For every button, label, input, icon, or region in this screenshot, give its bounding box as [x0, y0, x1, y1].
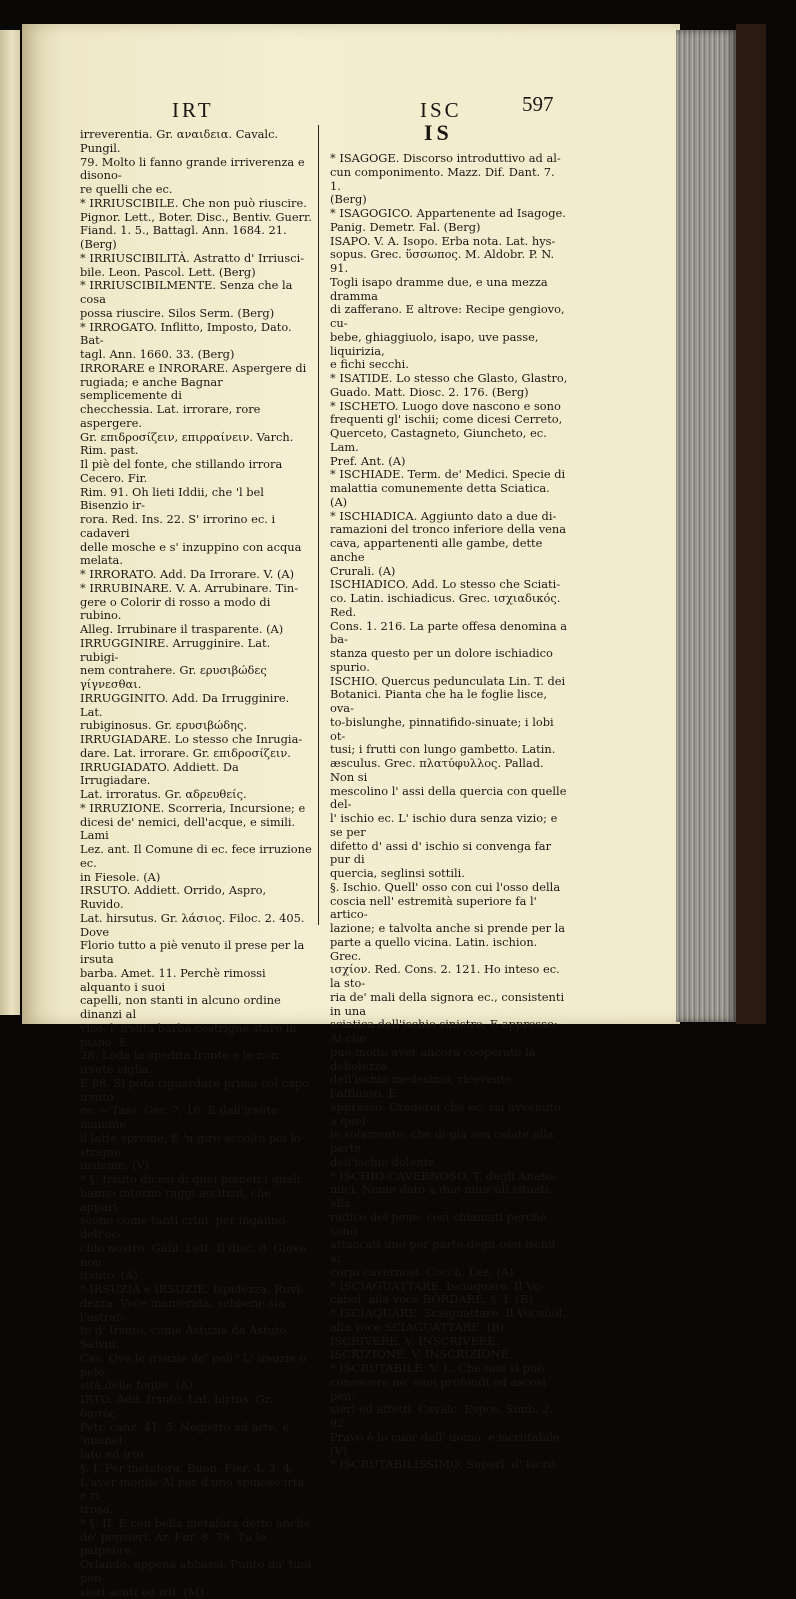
entry-line: Pravo è lo cuor dell' uomo, e iscrutabile. (V)	[330, 1431, 568, 1459]
entry-line: §. I. Per metafora. Buon. Fier. 4. 3. 4.	[80, 1462, 312, 1476]
entry-line: bebe, ghiaggiuolo, isapo, uve passe, liquirizia,	[330, 331, 568, 359]
entry-line: L'aver moglie Al par d'uno spinoso irta e ri-	[80, 1476, 312, 1504]
entry-line: Petr. canz. 41. 5. Negletto ad arte, e 'nnanel-	[80, 1421, 312, 1449]
entry-line: cabol. alla voce BORDARE, §. I. (B)	[330, 1293, 568, 1307]
column-divider	[318, 125, 319, 925]
entry-line: Lat. hirsutus. Gr. λάσιος. Filoc. 2. 405. Dove	[80, 912, 312, 940]
entry-line: * ISCIAGUATTARE. Isciaquare. Il Vo-	[330, 1280, 568, 1294]
entry-line: rubiginosus. Gr. ερυσιβώδης.	[80, 719, 312, 733]
entry-line: Gr. επιδροσίζειν, επιρραίνειν. Varch. Rim. past.	[80, 431, 312, 459]
left-page-edge	[0, 30, 20, 1015]
entry-line: Florio tutto a piè venuto il prese per la irsuta	[80, 939, 312, 967]
entry-line: * §. Irsuto dicesi di quei pianeti i quali	[80, 1173, 312, 1187]
entry-line: ria de' mali della signora ec., consistenti in una	[330, 991, 568, 1019]
entry-line: Rim. 91. Oh lieti Iddii, che 'l bel Bisenzio ir-	[80, 486, 312, 514]
entry-line: sciatica dell'ischio sinistro, E appresso: Al che	[330, 1018, 568, 1046]
entry-line: * §. II. E con bella metafora detto anche	[80, 1517, 312, 1531]
entry-line: coscia nell' estremità superiore fa l' artico-	[330, 895, 568, 923]
entry-line: * ISCHIADICA. Aggiunto dato a due di-	[330, 510, 568, 524]
entry-line: Querceto, Castagneto, Giuncheto, ec. Lam.	[330, 427, 568, 455]
entry-line: parte a quello vicina. Latin. ischion. Grec.	[330, 936, 568, 964]
entry-line: dell'ischio medesimo, ricevente l'afflusso. E	[330, 1073, 568, 1101]
entry-line: sità delle foglie. (A)	[80, 1379, 312, 1393]
entry-line: ISAPO. V. A. Isopo. Erba nota. Lat. hys-	[330, 235, 568, 249]
entry-line: Cas. Ove le irsuzie de' peli? L' irsuzie o pelo-	[80, 1352, 312, 1380]
entry-line: Orlando, appena abbassi, Punto da' tuoi pen-	[80, 1558, 312, 1586]
entry-line: scono come tanti crini, per inganno dell'oc-	[80, 1214, 312, 1242]
entry-line: * ISAGOGICO. Appartenente ad Isagoge.	[330, 207, 568, 221]
entry-line: checchessia. Lat. irrorare, rore aspergere.	[80, 403, 312, 431]
entry-line: trosa.	[80, 1503, 312, 1517]
entry-line: delle mosche e s' inzuppino con acqua melata.	[80, 541, 312, 569]
entry-line: chio nostro. Galil. Lett. Il disc. d. Giove non	[80, 1242, 312, 1270]
left-column	[80, 128, 312, 1599]
entry-line: può molto aver ancora cooperato la debolezza	[330, 1046, 568, 1074]
entry-line: IRTO. Add. Irsuto. Lat. hirtus. Gr. δασύς.	[80, 1393, 312, 1421]
entry-line: radice del pene, così chiamati perchè sono	[330, 1211, 568, 1239]
entry-line: cava, appartenenti alle gambe, dette anche	[330, 537, 568, 565]
entry-line: lato ed irto.	[80, 1448, 312, 1462]
entry-line: Panig. Demetr. Fal. (Berg)	[330, 221, 568, 235]
right-running-head: ISC	[420, 98, 462, 123]
entry-line: * IRRUBINARE. V. A. Arrubinare. Tin-	[80, 582, 312, 596]
entry-line: sieri ed affetti. Cavalc. Espos. Simb. 2. 92.	[330, 1403, 568, 1431]
entry-line: mici. Nome dato a due muscoli situati alla	[330, 1183, 568, 1211]
entry-line: gere o Colorir di rosso a modo di rubino.	[80, 596, 312, 624]
entry-line: E 88. Si pote riguardare prima col capo irsuto	[80, 1077, 312, 1105]
entry-line: ramazioni del tronco inferiore della vena	[330, 523, 568, 537]
entry-line: dezza. Voce manierata, sebbene sia l'astrat-	[80, 1297, 312, 1325]
entry-line: 79. Molto li fanno grande irriverenza e disono-	[80, 156, 312, 184]
entry-line: re quelli che ec.	[80, 183, 312, 197]
entry-line: quercia, seglinsi sottili.	[330, 867, 568, 881]
entry-line: bile. Leon. Pascol. Lett. (Berg)	[80, 266, 312, 280]
entry-line: sieri acuti ed irti. (M)	[80, 1586, 312, 1599]
entry-line: Crurali. (A)	[330, 565, 568, 579]
entry-line: IRRUGGINITO. Add. Da Irrugginire. Lat.	[80, 692, 312, 720]
entry-line: * IRSUZIA e IRSUZIE. Ispidezza, Ruvi-	[80, 1283, 312, 1297]
entry-line: Lat. irroratus. Gr. αδρευθείς.	[80, 788, 312, 802]
entry-line: possa riuscire. Silos Serm. (Berg)	[80, 307, 312, 321]
entry-line: nem contrahere. Gr. ερυσιβώδες γίγνεσθαι.	[80, 664, 312, 692]
entry-line: barba. Amet. 11. Perchè rimossi alquanto i suoi	[80, 967, 312, 995]
entry-line: Pignor. Lett., Boter. Disc., Bentiv. Guerr.	[80, 211, 312, 225]
entry-line: * ISCRUTABILISSIMO. Superl. d' Iscru-	[330, 1458, 568, 1472]
entry-line: to d' Irsuto, come Astuzia da Astuto. Salvin.	[80, 1324, 312, 1352]
entry-line: Togli isapo dramme due, e una mezza dramma	[330, 276, 568, 304]
entry-line: Pref. Ant. (A)	[330, 455, 568, 469]
entry-line: hanno intorno raggi ascitizii, che appari-	[80, 1187, 312, 1215]
entry-line: stanza questo per un dolore ischiadico spurio.	[330, 647, 568, 675]
entry-line: il latte spreme, E 'n giro accolto poi lo strigne	[80, 1132, 312, 1160]
entry-line: * IRRIUSCIBILITÀ. Astratto d' Irriusci-	[80, 252, 312, 266]
entry-line: viso, l' irsuta barba costrigne stare in piano. E	[80, 1022, 312, 1050]
entry-line: 28. Loda la spedita fronte e le non irsute ciglia.	[80, 1049, 312, 1077]
entry-line: l' ischio ec. L' ischio dura senza vizio; e se per	[330, 812, 568, 840]
entry-line: IRRUGIADARE. Lo stesso che Inrugia-	[80, 733, 312, 747]
entry-line: * ISCHIO-CAVERNOSO. T. degli Anato-	[330, 1170, 568, 1184]
entry-line: æsculus. Grec. πλατύφυλλος. Pallad. Non si	[330, 757, 568, 785]
entry-line: de' pensieri. Ar. Fur. 8. 79. Tu le palpebre,	[80, 1531, 312, 1559]
entry-line: di zafferano. E altrove: Recipe gengiovo, cu-	[330, 303, 568, 331]
entry-line: irreverentia. Gr. αναιδεια. Cavalc. Pungil.	[80, 128, 312, 156]
entry-line: ISCRIVERE. V. INSCRIVERE.	[330, 1335, 568, 1349]
entry-line: IRRUGGINIRE. Arrugginire. Lat. rubigi-	[80, 637, 312, 665]
entry-line: * ISAGOGE. Discorso introduttivo ad al-	[330, 152, 568, 166]
entry-line: * ISCIAQUARE. Sciaguattare. Il Vocabol.	[330, 1307, 568, 1321]
entry-line: Botanici. Pianta che ha le foglie lisce, ova-	[330, 688, 568, 716]
entry-line: le solamente, che di già son calate alla parte	[330, 1128, 568, 1156]
entry-line: dell'ischio dolente.	[330, 1156, 568, 1170]
entry-line: co. Latin. ischiadicus. Grec. ισχιαδικός. Red.	[330, 592, 568, 620]
entry-line: ISCHIO. Quercus pedunculata Lin. T. dei	[330, 675, 568, 689]
entry-line: Il piè del fonte, che stillando irrora Cecero. Fir.	[80, 458, 312, 486]
entry-line: * IRRORATO. Add. Da Irrorare. V. (A)	[80, 568, 312, 582]
entry-line: capelli, non stanti in alcuno ordine dinanzi al	[80, 994, 312, 1022]
entry-line: mescolino l' assi della quercia con quelle del-	[330, 785, 568, 813]
page-number: 597	[522, 92, 554, 117]
entry-line: Alleg. Irrubinare il trasparente. (A)	[80, 623, 312, 637]
entry-line: to-bislunghe, pinnatifido-sinuate; i lobi ot-	[330, 716, 568, 744]
entry-line: rora. Red. Ins. 22. S' irrorino ec. i cadaveri	[80, 513, 312, 541]
entry-line: IRSUTO. Addiett. Orrido, Aspro, Ruvido.	[80, 884, 312, 912]
entry-line: e fichi secchi.	[330, 358, 568, 372]
entry-line: Fiand. 1. 5., Battagl. Ann. 1684. 21. (Berg)	[80, 224, 312, 252]
entry-line: frequenti gl' ischii; come dicesi Cerreto,	[330, 413, 568, 427]
entry-line: §. Ischio. Quell' osso con cui l'osso della	[330, 881, 568, 895]
entry-line: alla voce SCIAGUATTARE. (B)	[330, 1321, 568, 1335]
entry-line: * IRRIUSCIBILE. Che non può riuscire.	[80, 197, 312, 211]
entry-line: ισχίον. Red. Cons. 2. 121. Ho inteso ec. la sto-	[330, 963, 568, 991]
entry-line: tusi; i frutti con lungo gambetto. Latin.	[330, 743, 568, 757]
entry-line: dicesi de' nemici, dell'acque, e simili. Lami	[80, 816, 312, 844]
book-cover-edge	[736, 24, 766, 1024]
entry-line: IRRUGIADATO. Addiett. Da Irrugiadare.	[80, 761, 312, 789]
entry-line: * ISCHIADE. Term. de' Medici. Specie di	[330, 468, 568, 482]
entry-line: tagl. Ann. 1660. 33. (Berg)	[80, 348, 312, 362]
entry-line: * ISCRUTABILE. V. L. Che non si può	[330, 1362, 568, 1376]
entry-line: lazione; e talvolta anche si prende per la	[330, 922, 568, 936]
entry-line: irsuto. (A)	[80, 1269, 312, 1283]
entry-line: attaccati uno per parte degli ossi ischii ai	[330, 1238, 568, 1266]
entry-line: conoscere ne' suoi profondi ed ascosi pen-	[330, 1376, 568, 1404]
entry-line: ISCHIADICO. Add. Lo stesso che Sciati-	[330, 578, 568, 592]
entry-line: ec. -- Tass. Ger. 7. 18. E dall'irsute mamme	[80, 1104, 312, 1132]
entry-line: * ISCHETO. Luogo dove nascono e sono	[330, 400, 568, 414]
entry-line: difetto d' assi d' ischio si convenga far pur di	[330, 840, 568, 868]
entry-line: Guado. Matt. Diosc. 2. 176. (Berg)	[330, 386, 568, 400]
entry-line: Lez. ant. Il Comune di ec. fece irruzione ec.	[80, 843, 312, 871]
entry-line: cun componimento. Mazz. Dif. Dant. 7. 1.	[330, 166, 568, 194]
entry-line: in Fiesole. (A)	[80, 871, 312, 885]
entry-line: dare. Lat. irrorare. Gr. επιδροσίζειν.	[80, 747, 312, 761]
page-stack-edge	[676, 30, 738, 1022]
entry-line: (Berg)	[330, 193, 568, 207]
entry-line: appresso: Crederei che ec. sia avvenuto a quel-	[330, 1101, 568, 1129]
entry-line: rugiada; e anche Bagnar semplicemente di	[80, 376, 312, 404]
entry-line: malattia comunemente detta Sciatica. (A)	[330, 482, 568, 510]
entry-line: Cons. 1. 216. La parte offesa denomina a ba-	[330, 620, 568, 648]
section-heading: IS	[424, 120, 453, 146]
left-running-head: IRT	[172, 98, 214, 123]
entry-line: IRRORARE e INRORARE. Aspergere di	[80, 362, 312, 376]
entry-line: * IRRIUSCIBILMENTE. Senza che la cosa	[80, 279, 312, 307]
entry-line: sopus. Grec. ὕσσωπος. M. Aldobr. P. N. 91.	[330, 248, 568, 276]
entry-line: insieme. (V)	[80, 1159, 312, 1173]
entry-line: ISCRIZIONE. V. INSCRIZIONE.	[330, 1348, 568, 1362]
entry-line: * IRRUZIONE. Scorreria, Incursione; e	[80, 802, 312, 816]
right-column	[330, 152, 568, 1472]
entry-line: corpi cavernosi. Cocch. Lez. (A)	[330, 1266, 568, 1280]
entry-line: * IRROGATO. Inflitto, Imposto, Dato. Bat-	[80, 321, 312, 349]
entry-line: * ISATIDE. Lo stesso che Glasto, Glastro,	[330, 372, 568, 386]
